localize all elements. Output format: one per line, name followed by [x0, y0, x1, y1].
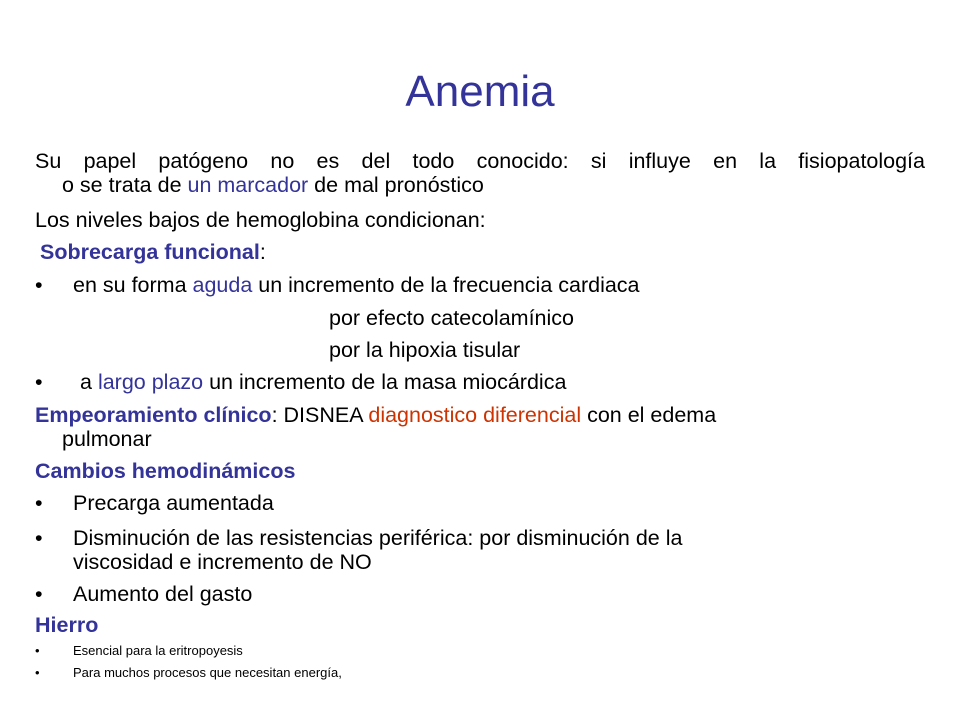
bullet-preload	[35, 491, 43, 515]
intro-highlight: un marcador	[187, 173, 309, 197]
bullet-longterm-text	[80, 370, 566, 394]
bullet-output	[35, 582, 43, 606]
acute-highlight: aguda	[192, 273, 253, 297]
intro-line-1: Su papel patógeno no es del todo conocido: si influye en la fisiopatología	[35, 149, 925, 173]
bullet-longterm	[35, 370, 43, 394]
worsening-line-2: pulmonar	[62, 427, 152, 451]
longterm-text-c: un incremento de la masa miocárdica	[203, 370, 567, 394]
worsening-text-end: con el edema	[581, 403, 717, 427]
bullet-glyph: •	[35, 526, 43, 550]
acute-text-a: en su forma	[73, 273, 193, 297]
overload-label: Sobrecarga funcional	[40, 240, 260, 264]
worsening-line-1	[35, 403, 716, 427]
overload-colon: :	[259, 240, 266, 264]
bullet-glyph: •	[35, 665, 40, 680]
hemodynamic-heading: Cambios hemodinámicos	[35, 459, 296, 483]
worsening-label: Empeoramiento clínico	[35, 403, 272, 427]
bullet-energy-text: Para muchos procesos que necesitan energía,	[73, 665, 342, 680]
bullet-erythropoiesis	[35, 642, 40, 660]
bullet-preload-text: Precarga aumentada	[73, 491, 274, 515]
bullet-resistance-line-1: Disminución de las resistencias periférica: por disminución de la	[73, 526, 683, 550]
bullet-resistance	[35, 526, 43, 550]
bullet-glyph: •	[35, 643, 40, 658]
intro-text: o se trata de	[62, 173, 188, 197]
slide-title: Anemia	[405, 67, 555, 116]
bullet-erythropoiesis-text: Esencial para la eritropoyesis	[73, 643, 243, 658]
longterm-highlight: largo plazo	[97, 370, 204, 394]
bullet-resistance-line-2: viscosidad e incremento de NO	[73, 550, 372, 574]
bullet-acute	[35, 273, 43, 297]
differential-highlight: diagnostico diferencial	[368, 403, 582, 427]
bullet-glyph: •	[35, 273, 43, 297]
acute-text-c: un incremento de la frecuencia cardiaca	[252, 273, 640, 297]
bullet-energy	[35, 664, 40, 682]
intro-text-end: de mal pronóstico	[308, 173, 484, 197]
bullet-output-text: Aumento del gasto	[73, 582, 253, 606]
bullet-glyph: •	[35, 491, 43, 515]
iron-heading: Hierro	[35, 613, 99, 637]
worsening-text: : DISNEA	[271, 403, 369, 427]
bullet-glyph: •	[35, 370, 43, 394]
sub-hypoxia: por la hipoxia tisular	[329, 338, 521, 362]
bullet-glyph: •	[35, 582, 43, 606]
bullet-acute-text	[73, 273, 640, 297]
overload-heading	[40, 240, 266, 264]
longterm-text-a: a	[80, 370, 98, 394]
intro-line-2	[62, 173, 484, 197]
hemoglobin-line: Los niveles bajos de hemoglobina condicionan:	[35, 208, 486, 232]
sub-catecholamine: por efecto catecolamínico	[329, 306, 574, 330]
